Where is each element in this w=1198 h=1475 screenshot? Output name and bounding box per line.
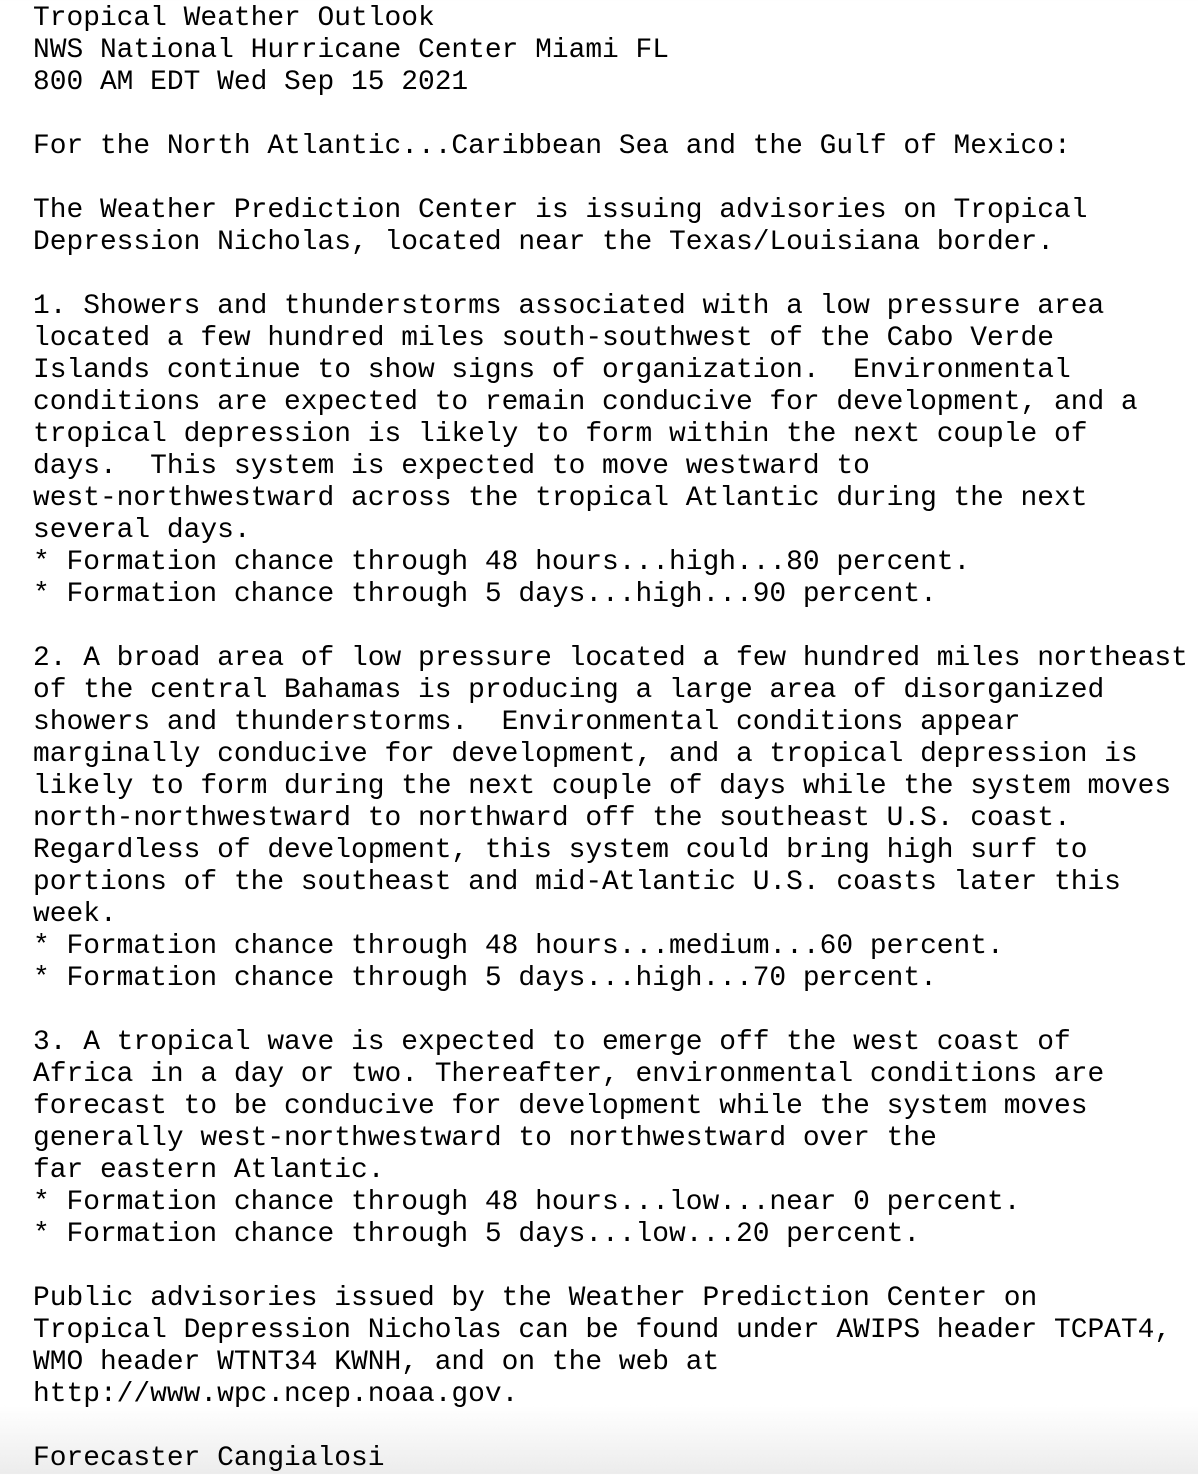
system-3-line: forecast to be conducive for development while the system moves [33, 1091, 1088, 1122]
blank-line [33, 1251, 1188, 1283]
system-2-line: week. [33, 899, 117, 930]
system-2-line: of the central Bahamas is producing a large area of disorganized [33, 675, 1105, 706]
system-2-line: Regardless of development, this system could bring high surf to [33, 835, 1088, 866]
document-title: Tropical Weather Outlook [33, 3, 435, 34]
system-1-chance-48h: * Formation chance through 48 hours...high...80 percent. [33, 547, 971, 578]
system-2-line: portions of the southeast and mid-Atlantic U.S. coasts later this [33, 867, 1121, 898]
system-2-line: likely to form during the next couple of days while the system moves [33, 771, 1172, 802]
intro-line: Depression Nicholas, located near the Texas/Louisiana border. [33, 227, 1054, 258]
issuing-office: NWS National Hurricane Center Miami FL [33, 35, 670, 66]
system-2-line: showers and thunderstorms. Environmental conditions appear [33, 707, 1021, 738]
system-3-line: Africa in a day or two. Thereafter, environmental conditions are [33, 1059, 1105, 1090]
issue-time: 800 AM EDT Wed Sep 15 2021 [33, 67, 469, 98]
system-3-line: far eastern Atlantic. [33, 1155, 385, 1186]
outlook-document [33, 3, 1188, 1475]
system-3-chance-48h: * Formation chance through 48 hours...low...near 0 percent. [33, 1187, 1021, 1218]
blank-line [33, 99, 1188, 131]
system-1-line: west-northwestward across the tropical Atlantic during the next [33, 483, 1088, 514]
system-3-line: 3. A tropical wave is expected to emerge off the west coast of [33, 1027, 1071, 1058]
system-1-line: located a few hundred miles south-southwest of the Cabo Verde [33, 323, 1054, 354]
region-heading: For the North Atlantic...Caribbean Sea and the Gulf of Mexico: [33, 131, 1071, 162]
system-1-line: Islands continue to show signs of organization. Environmental [33, 355, 1071, 386]
public-advisory-line: Tropical Depression Nicholas can be found under AWIPS header TCPAT4, [33, 1315, 1172, 1346]
system-2-line: marginally conducive for development, and a tropical depression is [33, 739, 1138, 770]
blank-line [33, 995, 1188, 1027]
system-1-line: days. This system is expected to move westward to [33, 451, 870, 482]
wpc-url-link: http://www.wpc.ncep.noaa.gov. [33, 1379, 519, 1410]
system-1-line: conditions are expected to remain conducive for development, and a [33, 387, 1138, 418]
system-1-chance-5d: * Formation chance through 5 days...high...90 percent. [33, 579, 937, 610]
public-advisory-line: WMO header WTNT34 KWNH, and on the web at [33, 1347, 720, 1378]
blank-line [33, 1411, 1188, 1443]
blank-line [33, 611, 1188, 643]
forecaster-signature: Forecaster Cangialosi [33, 1443, 385, 1474]
system-2-chance-48h: * Formation chance through 48 hours...medium...60 percent. [33, 931, 1004, 962]
system-1-line: several days. [33, 515, 251, 546]
system-3-chance-5d: * Formation chance through 5 days...low...20 percent. [33, 1219, 921, 1250]
system-1-line: tropical depression is likely to form within the next couple of [33, 419, 1088, 450]
system-2-line: north-northwestward to northward off the southeast U.S. coast. [33, 803, 1071, 834]
blank-line [33, 163, 1188, 195]
system-3-line: generally west-northwestward to northwestward over the [33, 1123, 937, 1154]
system-2-line: 2. A broad area of low pressure located a few hundred miles northeast [33, 643, 1188, 674]
system-2-chance-5d: * Formation chance through 5 days...high...70 percent. [33, 963, 937, 994]
blank-line [33, 259, 1188, 291]
system-1-line: 1. Showers and thunderstorms associated with a low pressure area [33, 291, 1105, 322]
intro-line: The Weather Prediction Center is issuing advisories on Tropical [33, 195, 1088, 226]
public-advisory-line: Public advisories issued by the Weather Prediction Center on [33, 1283, 1038, 1314]
